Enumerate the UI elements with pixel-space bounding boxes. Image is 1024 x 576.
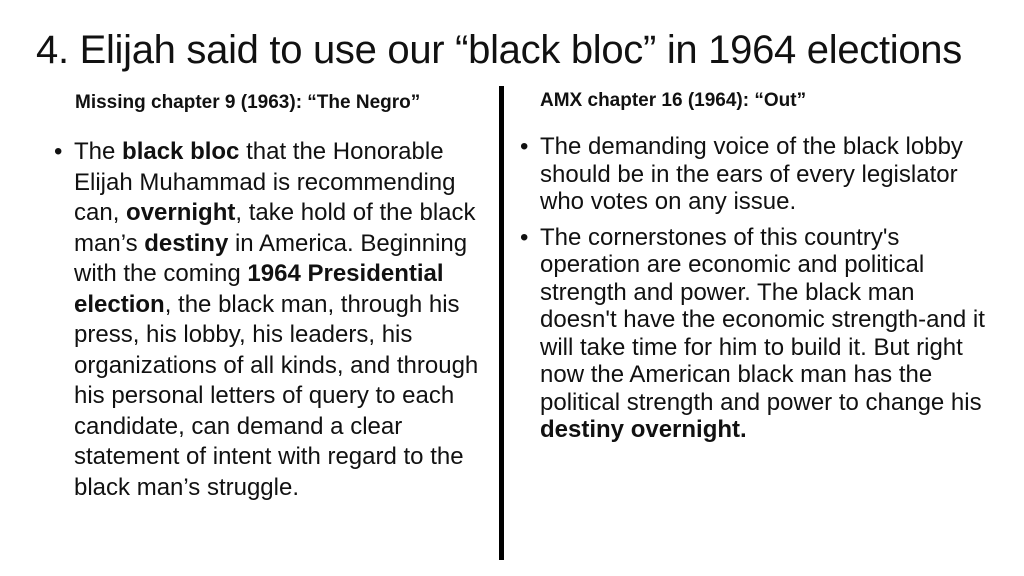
bold-text-run: 1964 Presidential election xyxy=(74,260,444,318)
text-run: , take hold of the black man’s xyxy=(74,199,476,257)
left-bullet-list xyxy=(54,137,499,511)
text-run: The demanding voice of the black lobby should be in the ears of every legislator who votes on any issue. xyxy=(540,133,963,215)
text-run: that the Honorable Elijah Muhammad is recommending can, xyxy=(74,138,456,226)
bold-text-run: overnight xyxy=(126,199,236,226)
bullet-icon: • xyxy=(520,133,529,160)
bullet-icon: • xyxy=(54,138,63,165)
text-run: The xyxy=(74,138,123,165)
bullet-text xyxy=(74,138,478,501)
left-column-heading: Missing chapter 9 (1963): “The Negro” xyxy=(75,92,421,113)
column-divider xyxy=(499,86,504,560)
bold-text-run: black bloc xyxy=(122,138,240,165)
bold-text-run: destiny xyxy=(144,229,229,257)
bullet-item xyxy=(54,137,499,503)
bullet-text xyxy=(540,224,985,444)
bullet-item xyxy=(520,224,990,444)
bullet-item xyxy=(520,133,990,216)
bold-text-run: destiny overnight. xyxy=(540,416,747,443)
slide-title: 4. Elijah said to use our “black bloc” in 1964 elections xyxy=(36,28,962,72)
text-run: in America. Beginning with the coming xyxy=(74,229,468,287)
right-column-heading: AMX chapter 16 (1964): “Out” xyxy=(540,90,807,111)
bullet-text xyxy=(540,133,963,215)
right-bullet-list xyxy=(520,133,990,452)
text-run: , the black man, through his press, his lobby, his leaders, his organizations of all kinds, and through his personal letters of query to each candidate, can demand a clear statement of intent with regard to the black man’s struggle. xyxy=(74,290,479,501)
bullet-icon: • xyxy=(520,223,529,251)
text-run: The cornerstones of this country's operation are economic and political strength and power. The black man doesn't have the economic strength-and it will take time for him to build it. But right now the American black man has the political strength and power to change his xyxy=(540,223,985,416)
